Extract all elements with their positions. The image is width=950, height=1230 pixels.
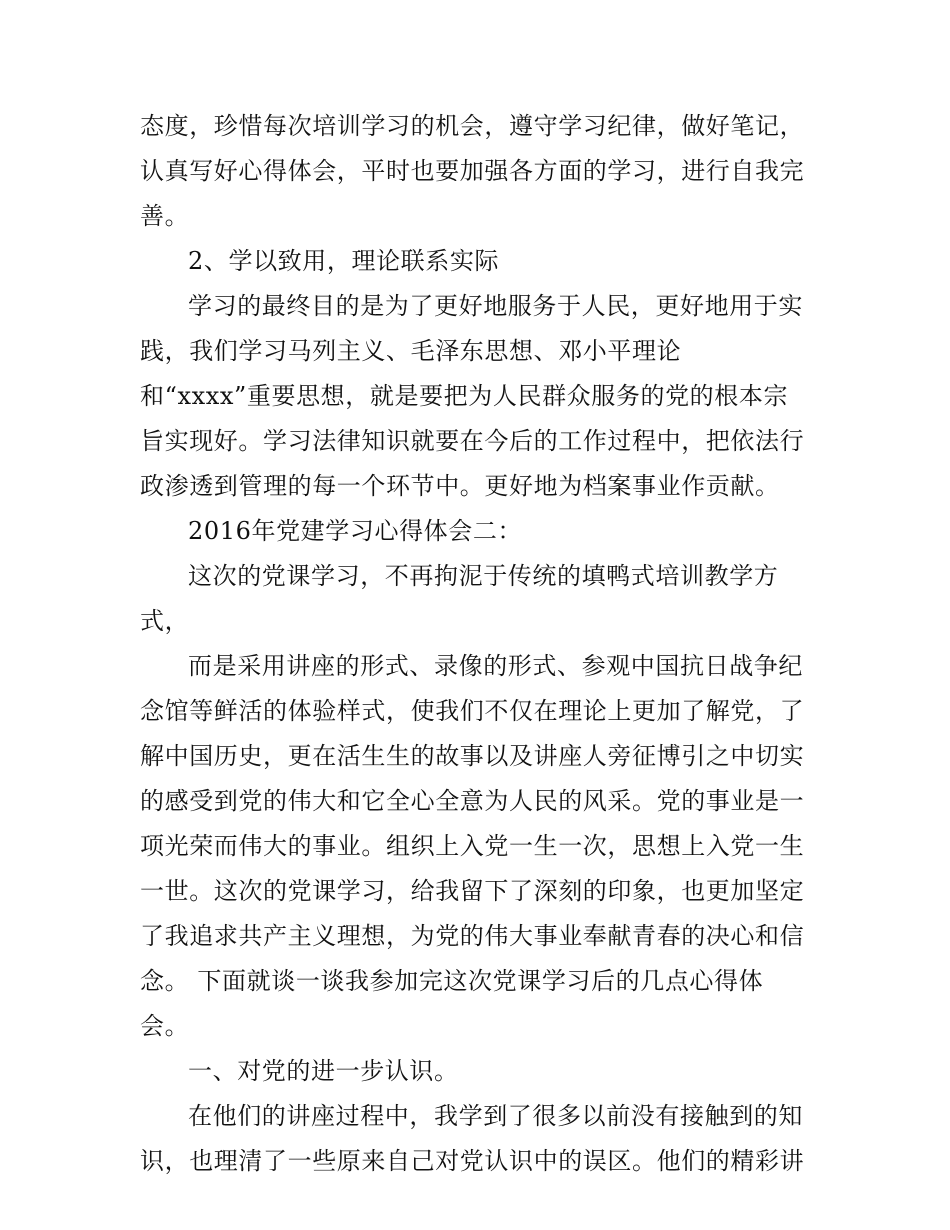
text-line: 一世。这次的党课学习，给我留下了深刻的印象，也更加坚定 bbox=[140, 877, 805, 905]
section-heading: 2016年党建学习心得体会二： bbox=[188, 517, 523, 545]
text-line: 了我追求共产主义理想，为党的伟大事业奉献青春的决心和信 bbox=[140, 922, 805, 950]
text-line: 这次的党课学习，不再拘泥于传统的填鸭式培训教学方 bbox=[188, 562, 779, 590]
section-heading: 一、对党的进一步认识。 bbox=[188, 1057, 459, 1085]
section-heading: 2、学以致用，理论联系实际 bbox=[188, 247, 500, 275]
text-line: 解中国历史，更在活生生的故事以及讲座人旁征博引之中切实 bbox=[140, 742, 805, 770]
text-line: 态度，珍惜每次培训学习的机会，遵守学习纪律，做好笔记， bbox=[140, 112, 805, 140]
text-line: 式， bbox=[140, 607, 190, 635]
text-line: 践，我们学习马列主义、毛泽东思想、邓小平理论 bbox=[140, 337, 682, 365]
text-line: 认真写好心得体会，平时也要加强各方面的学习，进行自我完 bbox=[140, 157, 805, 185]
text-line: 念馆等鲜活的体验样式，使我们不仅在理论上更加了解党，了 bbox=[140, 697, 805, 725]
text-line: 学习的最终目的是为了更好地服务于人民，更好地用于实 bbox=[188, 292, 803, 320]
text-line: 和“xxxx”重要思想，就是要把为人民群众服务的党的根本宗 bbox=[140, 382, 789, 410]
text-line: 在他们的讲座过程中，我学到了很多以前没有接触到的知 bbox=[188, 1102, 803, 1130]
text-line: 识，也理清了一些原来自己对党认识中的误区。他们的精彩讲 bbox=[140, 1147, 805, 1175]
text-line: 旨实现好。学习法律知识就要在今后的工作过程中，把依法行 bbox=[140, 427, 805, 455]
text-line: 项光荣而伟大的事业。组织上入党一生一次，思想上入党一生 bbox=[140, 832, 805, 860]
text-line: 善。 bbox=[140, 202, 190, 230]
text-line: 而是采用讲座的形式、录像的形式、参观中国抗日战争纪 bbox=[188, 652, 803, 680]
text-line: 念。 下面就谈一谈我参加完这次党课学习后的几点心得体 bbox=[140, 967, 764, 995]
text-line: 的感受到党的伟大和它全心全意为人民的风采。党的事业是一 bbox=[140, 787, 805, 815]
text-line: 政渗透到管理的每一个环节中。更好地为档案事业作贡献。 bbox=[140, 472, 780, 500]
text-line: 会。 bbox=[140, 1012, 190, 1040]
